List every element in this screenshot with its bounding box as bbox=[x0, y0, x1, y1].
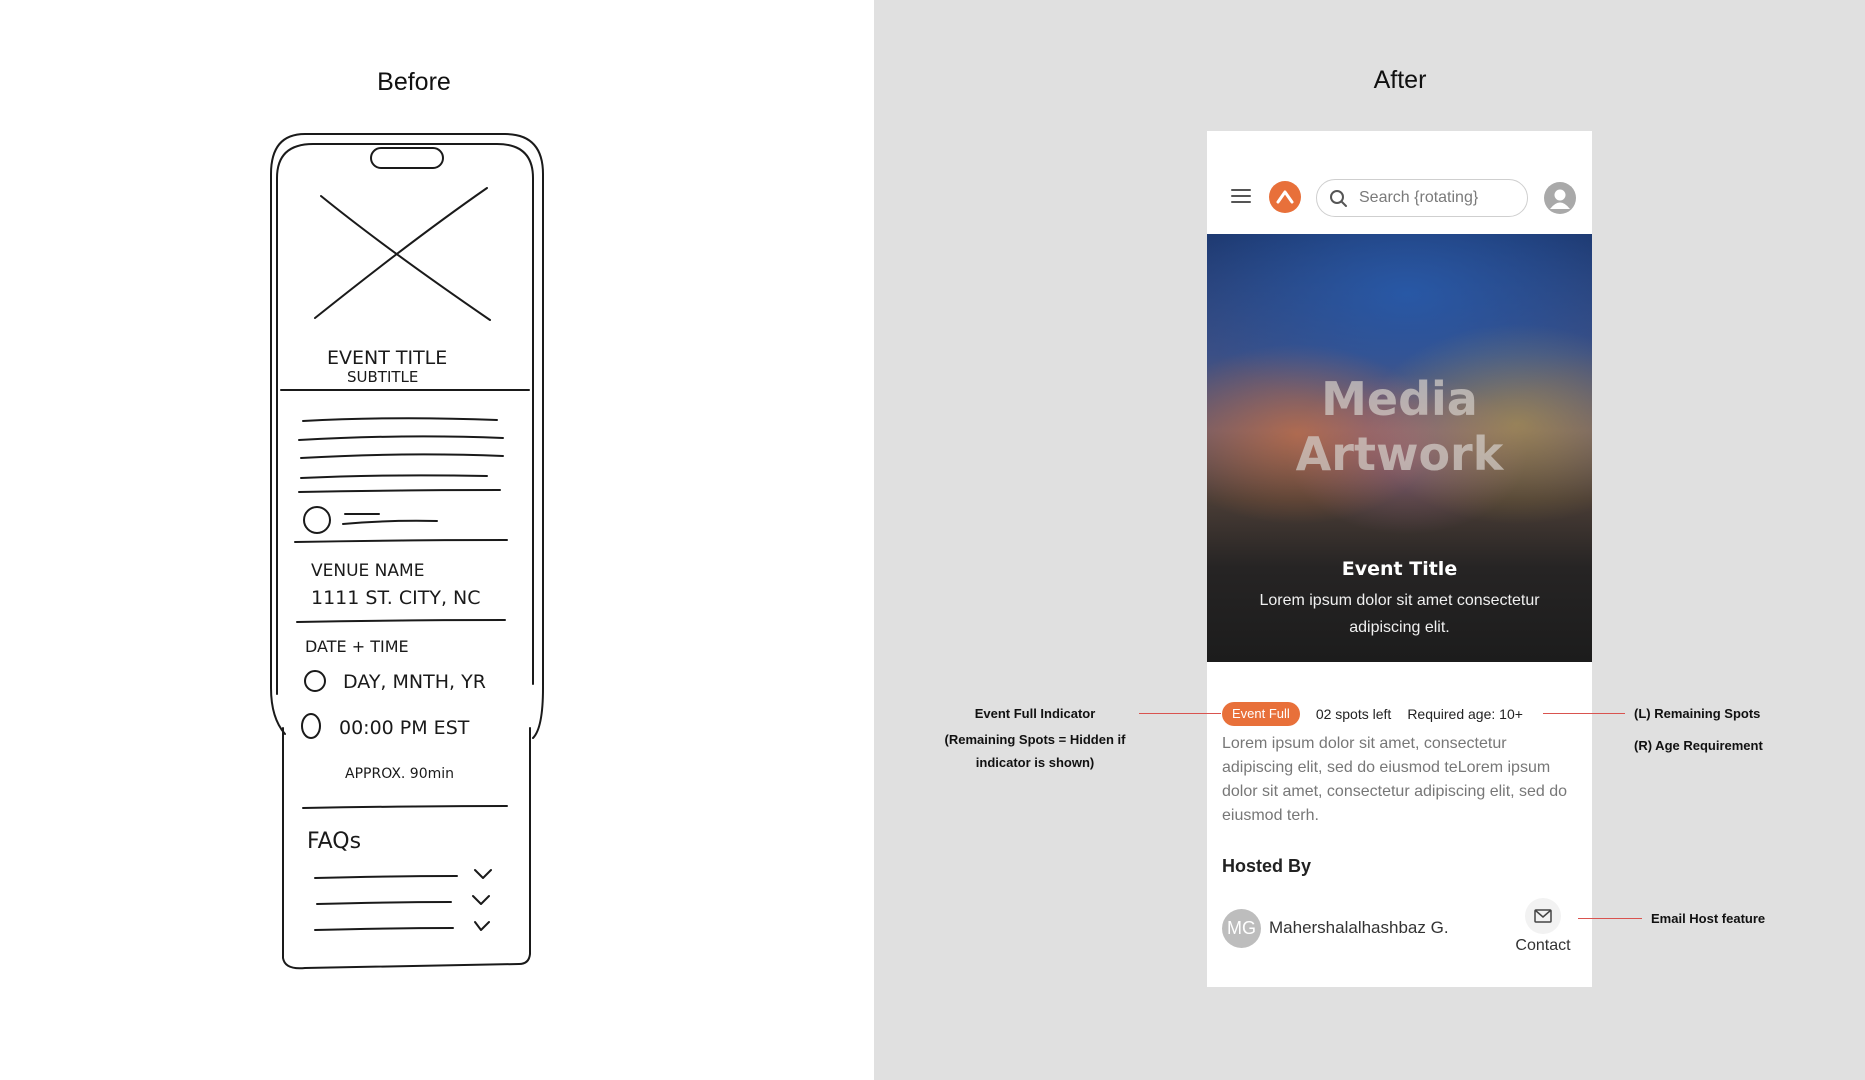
age-requirement: Required age: 10+ bbox=[1407, 706, 1523, 722]
event-title: Event Title bbox=[1341, 558, 1458, 580]
search-icon bbox=[1329, 189, 1349, 209]
annotation-line-event-full bbox=[1139, 713, 1221, 714]
sketch-venue: VENUE NAME bbox=[311, 561, 425, 581]
sketch-title: EVENT TITLE bbox=[327, 347, 448, 369]
phone-notch bbox=[371, 148, 443, 168]
annotation-line-remaining-spots bbox=[1543, 713, 1625, 714]
sketch-time: 00:00 PM EST bbox=[339, 717, 470, 739]
annotation-event-full-title: Event Full Indicator bbox=[974, 706, 1096, 721]
divider-1 bbox=[299, 490, 500, 492]
sketch-address: 1111 ST. CITY, NC bbox=[311, 587, 481, 609]
sketch-date-label: DATE + TIME bbox=[305, 637, 409, 656]
sketch-faqs: FAQs bbox=[307, 829, 362, 854]
annotation-event-full-note: (Remaining Spots = Hidden if indicator is shown) bbox=[944, 732, 1126, 770]
hosted-by-heading: Hosted By bbox=[1222, 856, 1312, 876]
mail-icon bbox=[1534, 909, 1552, 923]
sketch-date: DAY, MNTH, YR bbox=[343, 671, 486, 693]
event-subtitle: Lorem ipsum dolor sit amet consectetur adipiscing elit. bbox=[1259, 592, 1540, 636]
after-heading: After bbox=[1373, 66, 1427, 94]
faq-chevrons bbox=[473, 870, 491, 930]
host-name[interactable]: Mahershalalhashbaz G. bbox=[1269, 918, 1449, 937]
divider-3 bbox=[297, 620, 505, 622]
media-label-line1: Media bbox=[1321, 372, 1478, 426]
search-placeholder: Search {rotating} bbox=[1359, 189, 1479, 206]
hamburger-menu-icon[interactable] bbox=[1231, 189, 1251, 205]
before-heading: Before bbox=[377, 68, 451, 96]
event-description: Lorem ipsum dolor sit amet, consectetur adipiscing elit, sed do eiusmod teLorem ipsum dolor sit amet, consectetur adipiscing elit, sed do eiusmod terh. bbox=[1222, 735, 1568, 824]
annotation-line-email-host bbox=[1578, 918, 1642, 919]
text-lines bbox=[299, 418, 503, 478]
event-info-row bbox=[1222, 701, 1523, 727]
sketch-duration: APPROX. 90min bbox=[345, 766, 455, 782]
brand-logo-icon[interactable] bbox=[1269, 181, 1301, 213]
contact-host-button[interactable] bbox=[1525, 898, 1561, 934]
search-field[interactable] bbox=[1316, 179, 1528, 217]
media-artwork-label bbox=[1207, 372, 1592, 482]
annotation-age-requirement: (R) Age Requirement bbox=[1634, 738, 1763, 753]
wireframe-sketch bbox=[265, 128, 565, 988]
spots-left: 02 spots left bbox=[1315, 706, 1392, 722]
annotation-remaining-spots: (L) Remaining Spots bbox=[1634, 706, 1761, 721]
annotation-email-host: Email Host feature bbox=[1651, 911, 1766, 926]
sketch-subtitle: SUBTITLE bbox=[347, 368, 419, 386]
contact-label[interactable]: Contact bbox=[1515, 937, 1571, 954]
time-icon bbox=[302, 714, 320, 738]
hero-media-artwork bbox=[1207, 234, 1592, 662]
faq-lines bbox=[315, 876, 457, 930]
host-icon bbox=[304, 507, 330, 533]
event-full-badge: Event Full bbox=[1222, 702, 1300, 726]
media-label-line2: Artwork bbox=[1295, 427, 1504, 481]
date-icon bbox=[305, 671, 325, 691]
host-avatar[interactable]: MG bbox=[1222, 909, 1261, 948]
top-bar bbox=[1207, 131, 1592, 234]
user-avatar-icon[interactable] bbox=[1544, 182, 1576, 214]
mobile-event-page bbox=[1207, 131, 1592, 987]
divider-4 bbox=[303, 806, 507, 808]
divider-2 bbox=[295, 540, 507, 542]
image-placeholder-x bbox=[315, 188, 490, 320]
